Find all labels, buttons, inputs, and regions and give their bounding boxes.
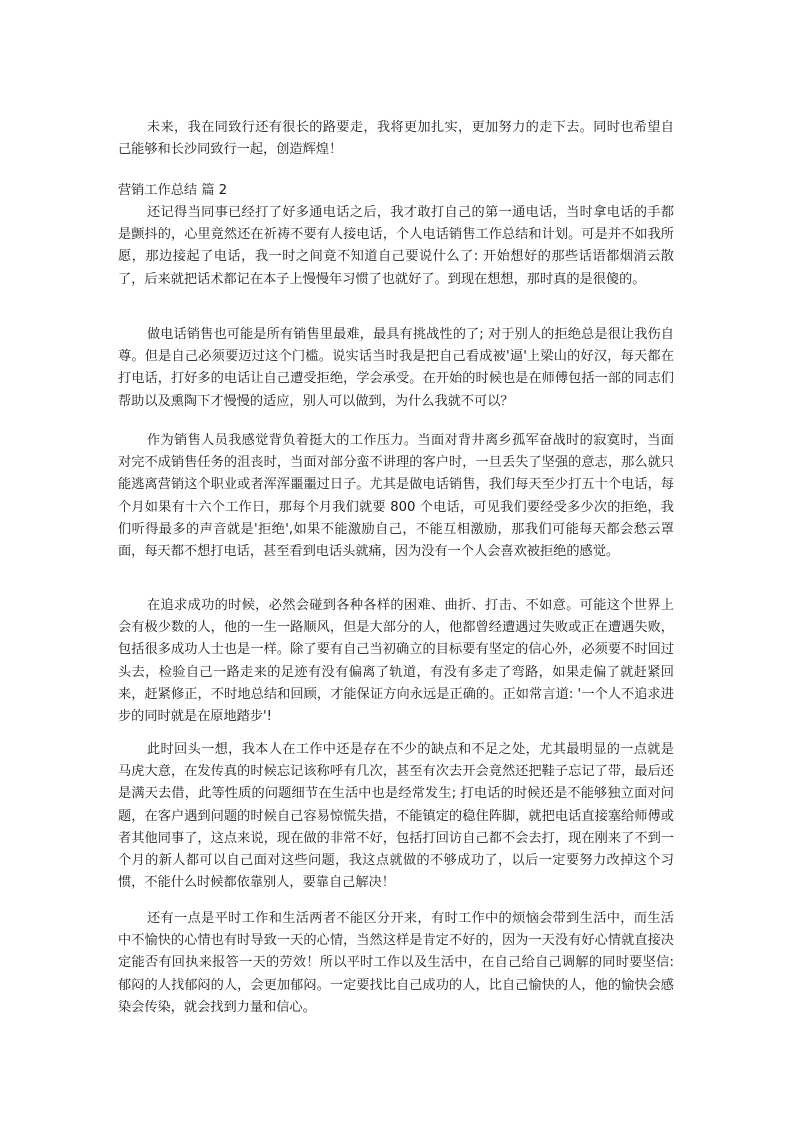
paragraph-5: 此时回头一想，我本人在工作中还是存在不少的缺点和不足之处，尤其最明显的一点就是马虎大意，在发传真的时候忘记该称呼有几次，甚至有次去开会竟然还把鞋子忘记了带，最后还是满天去借，此等性质的问题细节在生活中也是经常发生; 打电话的时候还是不能够独立面对问题，在客户遇到问题的时候自己容易惊慌失措，不能镇定的稳住阵脚，就把电话直接塞给师傅或者其他同事了，这点来说，现在做的非常不好，包括打回访自己都不会去打，现在刚来了不到一个月的新人都可以自己面对这些问题，我这点就做的不够成功了，以后一定要努力改掉这个习惯，不能什么时候都依靠别人，要靠自己解决！ bbox=[118, 742, 674, 891]
paragraph-2: 做电话销售也可能是所有销售里最难，最具有挑战性的了; 对于别人的拒绝总是很让我伤自尊。但是自己必须要迈过这个门槛。说实话当时我是把自己看成被'逼'上梁山的好汉，每天都在打电话，打好多的电话让自己遭受拒绝，学会承受。在开始的时候也是在师傅包括一部的同志们帮助以及熏陶下才慢慢的适应，别人可以做到，为什么我就不可以？ bbox=[118, 327, 674, 409]
paragraph-1: 还记得当同事已经打了好多通电话之后，我才敢打自己的第一通电话，当时拿电话的手都是颤抖的，心里竟然还在祈祷不要有人接电话，个人电话销售工作总结和计划。可是并不如我所愿，那边接起了电话，我一时之间竟不知道自己要说什么了: 开始想好的那些话语都烟消云散了，后来就把话术都记在本子上慢慢年习惯了也就好了。到现在想想，那时真的是很傻的。 bbox=[118, 205, 674, 287]
paragraph-6: 还有一点是平时工作和生活两者不能区分开来，有时工作中的烦恼会带到生活中，而生活中不愉快的心情也有时导致一天的心情，当然这样是肯定不好的，因为一天没有好心情就直接决定能否有回执来报答一天的劳效！所以平时工作以及生活中，在自己给自己调解的同时要坚信: 郁闷的人找郁闷的人，会更加郁闷。一定要找比自己成功的人，比自己愉快的人，他的愉快会感染会传染，就会找到力量和信心。 bbox=[118, 911, 674, 1015]
closing-paragraph: 未来，我在同致行还有很长的路要走，我将更加扎实，更加努力的走下去。同时也希望自己能够和长沙同致行一起，创造辉煌！ bbox=[118, 120, 674, 158]
paragraph-3: 作为销售人员我感觉背负着挺大的工作压力。当面对背井离乡孤军奋战时的寂寞时，当面对完不成销售任务的沮丧时，当面对部分蛮不讲理的客户时，一旦丢失了坚强的意志，那么就只能逃离营销这个职业或者浑浑噩噩过日子。尤其是做电话销售，我们每天至少打五十个电话，每个月如果有十六个工作日，那每个月我们就要 800 个电话，可见我们要经受多少次的拒绝，我们听得最多的声音就是'拒绝',如果不能激励自己，不能互相激励，那我们可能每天都会愁云罩面，每天都不想打电话，甚至看到电话头就痛，因为没有一个人会喜欢被拒绝的感觉。 bbox=[118, 433, 674, 560]
section-heading: 营销工作总结 篇 2 bbox=[118, 183, 228, 198]
paragraph-4: 在追求成功的时候，必然会碰到各种各样的困难、曲折、打击、不如意。可能这个世界上会有极少数的人，他的一生一路顺风，但是大部分的人，他都曾经遭遇过失败或正在遭遇失败，包括很多成功人士也是一样。除了要有自己当初确立的目标要有坚定的信心外，必须要不时回过头去，检验自己一路走来的足迹有没有偏离了轨道，有没有多走了弯路，如果走偏了就赶紧回来，赶紧修正，不时地总结和回顾，才能保证方向永远是正确的。正如常言道: '一个人不追求进步的同时就是在原地踏步'! bbox=[118, 598, 674, 725]
